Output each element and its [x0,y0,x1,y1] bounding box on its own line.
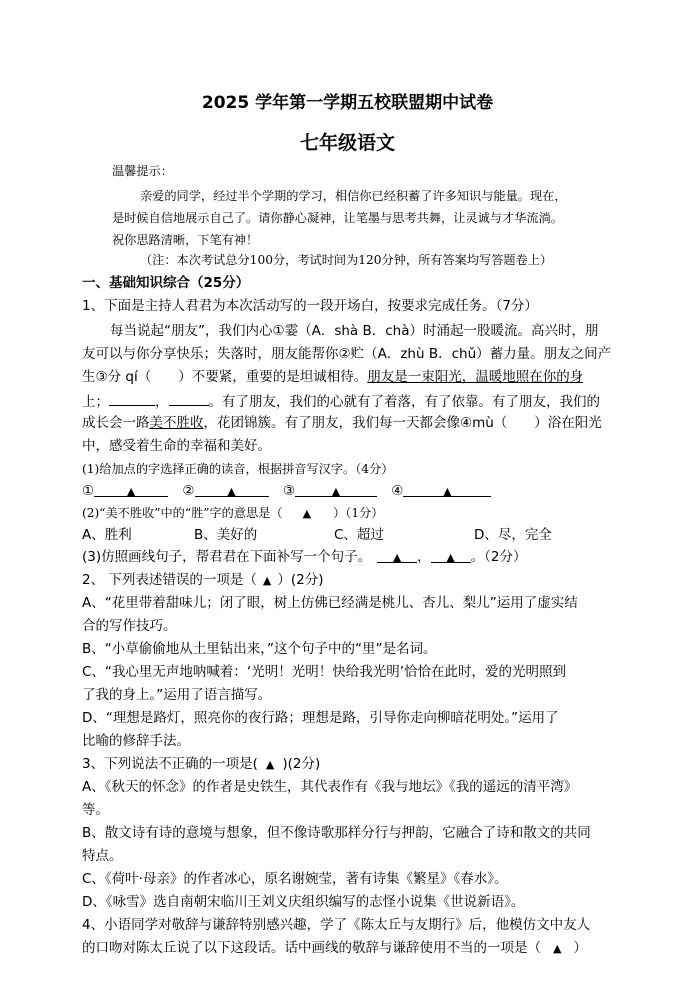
q1-passage-line-3 [82,368,583,386]
q1-passage-line-6: 中，感受着生命的幸福和美好。 [82,438,271,454]
tips-note: （注：本次考试总分100分，考试时间为120分钟，所有答案均写答题卷上） [140,253,553,267]
q1-p4-comma: ， [155,394,169,410]
q1-sub3-score: 。（2分） [470,549,527,565]
section-1-heading: 一、基础知识综合（25分） [82,275,250,291]
blank-label-2: ② [182,483,195,499]
q1-sub1: (1)给加点的字选择正确的读音，根据拼音写汉字。（4分） [82,462,394,476]
q1-passage-line-1: 每当说起“朋友”，我们内心①霎（A．shà B．chà）时涌起一股暖流。高兴时，朋 [110,323,599,339]
q1-p4-lead: 上； [82,394,109,410]
answer-blank-3[interactable] [295,482,377,497]
q3-option-a-line-1[interactable]: A、《秋天的怀念》的作者是史铁生，其代表作有《我与地坛》《我的遥远的清平湾》 [82,779,578,795]
q1-underlined-sentence: 朋友是一束阳光，温暖地照在你的身 [367,369,584,385]
q1-blank-row [82,482,491,500]
q1-sub2-text: (2)“美不胜收”中的“胜”字的意思是（ [82,506,283,520]
q1-options [82,526,552,544]
q2-option-d-line-1[interactable]: D、“理想是路灯，照亮你的夜行路；理想是路，引导你走向柳暗花明处。”运用了 [82,710,559,726]
option-a[interactable]: A、胜利 [82,527,132,543]
q1-p3-text: 生③分 qí（ ）不要紧，重要的是坦诚相待。 [82,369,368,385]
q3-stem-score: )(2分) [282,756,321,772]
q1-idiom: 美不胜收 [149,415,204,431]
q3-option-b-line-2: 特点。 [82,848,123,864]
option-d[interactable]: D、尽，完全 [474,527,552,543]
answer-blank-4[interactable] [403,482,491,497]
triangle-icon: ▲ [553,942,562,955]
triangle-icon: ▲ [443,485,452,498]
q1-sub3-comma: ， [417,549,431,565]
q1-sub3-text: (3)仿照画线句子，帮君君在下面补写一个句子。 [82,549,372,565]
exam-title: 2025 学年第一学期五校联盟期中试卷 [201,93,494,113]
q1-p5-rest: ，花团锦簇。有了朋友，我们每一天都会像④mù（ ）浴在阳光 [203,415,602,431]
q2-option-a-line-2: 合的写作技巧。 [82,618,177,634]
q2-option-c-line-1[interactable]: C、“我心里无声地呐喊着：‘光明！光明！快给我光明’恰恰在此时，爱的光明照到 [82,664,567,680]
triangle-icon: ▲ [126,485,136,498]
q4-line-2 [82,939,587,958]
blank-label-3: ③ [282,483,295,499]
tips-line-1: 亲爱的同学，经过半个学期的学习，相信你已经积蓄了许多知识与能量。现在， [140,189,567,203]
q1-sub2-score: ）（1分） [333,506,384,520]
exam-subtitle: 七年级语文 [299,132,395,154]
q1-passage-line-2: 友可以与你分享快乐；失落时，朋友能帮你②贮（A．zhù B．chǔ）蓄力量。朋友之间产 [82,346,612,362]
q1-p5-lead: 成长会一路 [82,415,150,431]
answer-blank-1[interactable] [94,482,168,497]
imitate-blank-1[interactable] [377,548,417,563]
q1-p4-rest: 。有了朋友，我们的心就有了着落，有了依靠。有了朋友，我们的 [208,394,600,410]
triangle-icon: ▲ [262,574,272,587]
fill-blank-2[interactable] [169,391,209,406]
tips-line-2: 是时候自信地展示自己了。请你静心凝神，让笔墨与思考共舞，让灵诚与才华流淌。 [112,211,563,225]
triangle-icon: ▲ [392,551,402,564]
q1-stem: 1、下面是主持人君君为本次活动写的一段开场白，按要求完成任务。（7分） [82,298,538,314]
fill-blank-1[interactable] [109,391,155,406]
option-b[interactable]: B、美好的 [194,527,258,543]
triangle-icon: ▲ [331,485,341,498]
blank-label-1: ① [82,483,95,499]
triangle-icon: ▲ [302,507,312,520]
q1-sub2 [82,504,384,523]
q3-option-b-line-1[interactable]: B、散文诗有诗的意境与想象，但不像诗歌那样分行与押韵，它融合了诗和散文的共同 [82,825,591,841]
q3-stem-text: 3、下列说法不正确的一项是( [82,756,258,772]
q4-line-1: 4、小语同学对敬辞与谦辞特别感兴趣，学了《陈太丘与友期行》后，他模仿文中友人 [82,917,591,933]
triangle-icon: ▲ [227,485,236,498]
q2-stem-score: ）(2分) [277,572,324,588]
q1-sub3 [82,548,526,566]
triangle-icon: ▲ [446,551,455,564]
q3-option-c[interactable]: C、《荷叶·母亲》的作者冰心，原名谢婉莹，著有诗集《繁星》《春水》。 [82,871,508,887]
q3-option-a-line-2: 等。 [82,802,109,818]
answer-blank-2[interactable] [195,482,269,497]
triangle-icon: ▲ [265,758,275,771]
q2-option-b[interactable]: B、“小草偷偷地从土里钻出来，”这个句子中的“里”是名词。 [82,641,437,657]
option-c[interactable]: C、超过 [334,527,384,543]
q1-passage-line-5 [82,414,602,432]
q2-stem [82,571,323,590]
tips-label: 温馨提示： [112,164,173,178]
q4-line-2-text: 的口吻对陈太丘说了以下这段话。话中画线的敬辞与谦辞使用不当的一项是（ [82,940,541,956]
q2-option-a-line-1[interactable]: A、“花里带着甜味儿；闭了眼，树上仿佛已经满是桃儿、杏儿、梨儿”运用了虚实结 [82,595,578,611]
tips-line-3: 祝你思路清晰，下笔有神！ [112,233,259,247]
q3-stem [82,755,320,774]
q1-passage-line-4 [82,391,600,411]
q3-option-d[interactable]: D、《咏雪》选自南朝宋临川王刘义庆组织编写的志怪小说集《世说新语》。 [82,894,525,910]
blank-label-4: ④ [391,483,404,499]
q2-option-c-line-2: 了我的身上。”运用了语言描写。 [82,687,272,703]
q2-stem-text: 2、 下列表述错误的一项是（ [82,572,257,588]
imitate-blank-2[interactable] [431,548,471,563]
q4-line-2-close: ） [573,940,587,956]
q2-option-d-line-2: 比喻的修辞手法。 [82,733,190,749]
